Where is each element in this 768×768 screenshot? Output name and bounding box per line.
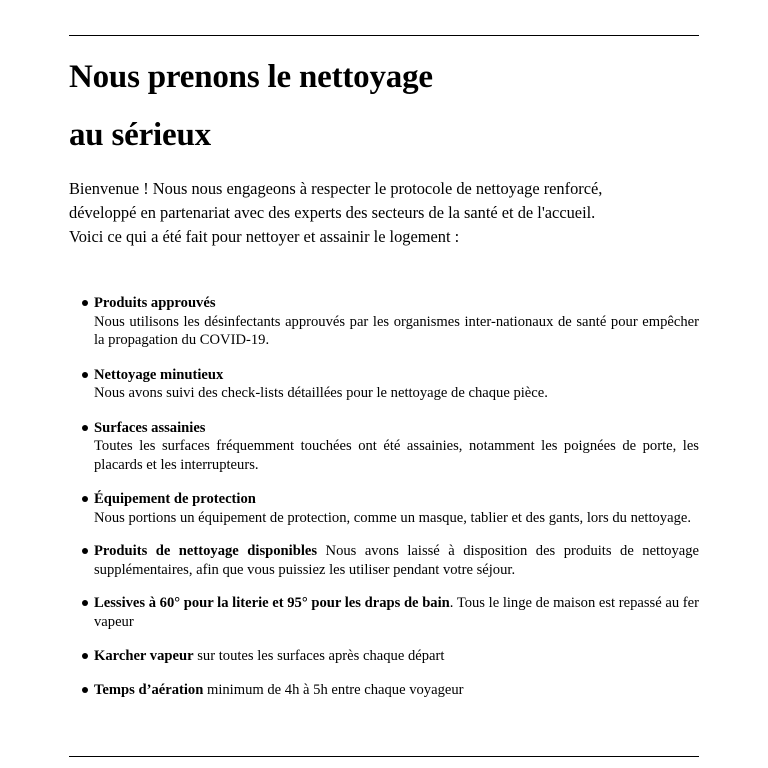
bullet-icon: [82, 496, 88, 502]
bullet-icon: [82, 300, 88, 306]
page-title: [69, 48, 699, 164]
bullet-icon: [82, 372, 88, 378]
list-item-title: Équipement de protection: [94, 491, 256, 507]
page-title-line-1: Nous prenons le nettoyage: [69, 59, 433, 95]
list-item-protective-equipment: [94, 490, 699, 527]
list-item-sanitized-surfaces: [94, 419, 699, 475]
page-title-line-2: au sérieux: [69, 117, 211, 153]
list-item-description: minimum de 4h à 5h entre chaque voyageur: [203, 681, 464, 698]
list-item-description: Nous utilisons les désinfectants approuvés par les organismes inter-nationaux de santé pour empêcher la propagation du COVID-19.: [94, 313, 699, 348]
list-item-title: Nettoyage minutieux: [94, 366, 224, 383]
top-divider: [69, 35, 699, 36]
list-item-steam-cleaner: [94, 647, 699, 666]
list-item-title: Produits approuvés: [94, 295, 216, 311]
bullet-icon: [82, 548, 88, 554]
intro-line-3: Voici ce qui a été fait pour nettoyer et assainir le logement :: [69, 227, 460, 246]
bullet-icon: [82, 687, 88, 693]
list-item-description: Nous portions un équipement de protection, comme un masque, tablier et des gants, lors du nettoyage.: [94, 509, 691, 526]
list-item-description: Toutes les surfaces fréquemment touchées ont été assainies, notamment les poignées de porte, les placards et les interrupteurs.: [94, 438, 699, 473]
list-item-description: . Tous le linge de maison est repassé au fer vapeur: [94, 595, 699, 630]
bullet-icon: [82, 600, 88, 606]
bottom-divider: [69, 756, 699, 757]
intro-paragraph: [69, 177, 699, 249]
list-item-thorough-cleaning: [94, 366, 699, 403]
list-item-ventilation-time: [94, 681, 699, 700]
list-item-title: Temps d’aération: [94, 681, 204, 698]
cleaning-measures-list: [94, 294, 699, 715]
list-item-title: Produits de nettoyage disponibles: [94, 543, 318, 559]
list-item-title: Surfaces assainies: [94, 419, 206, 436]
list-item-laundry: [94, 594, 699, 631]
list-item-description: Nous avons suivi des check-lists détaillées pour le nettoyage de chaque pièce.: [94, 385, 548, 401]
list-item-cleaning-products-available: [94, 542, 699, 579]
bullet-icon: [82, 425, 88, 431]
bullet-icon: [82, 653, 88, 659]
list-item-description: Nous avons laissé à disposition des produits de nettoyage supplémentaires, afin que vous puissiez les utiliser pendant votre séjour.: [94, 543, 700, 578]
list-item-title: Lessives à 60° pour la literie et 95° pour les draps de bain: [94, 595, 450, 611]
list-item-description: sur toutes les surfaces après chaque départ: [193, 648, 445, 664]
intro-line-1: Bienvenue ! Nous nous engageons à respecter le protocole de nettoyage renforcé,: [69, 179, 603, 198]
intro-line-2: développé en partenariat avec des experts des secteurs de la santé et de l'accueil.: [69, 203, 596, 222]
list-item-approved-products: [94, 294, 699, 350]
list-item-title: Karcher vapeur: [94, 648, 194, 664]
